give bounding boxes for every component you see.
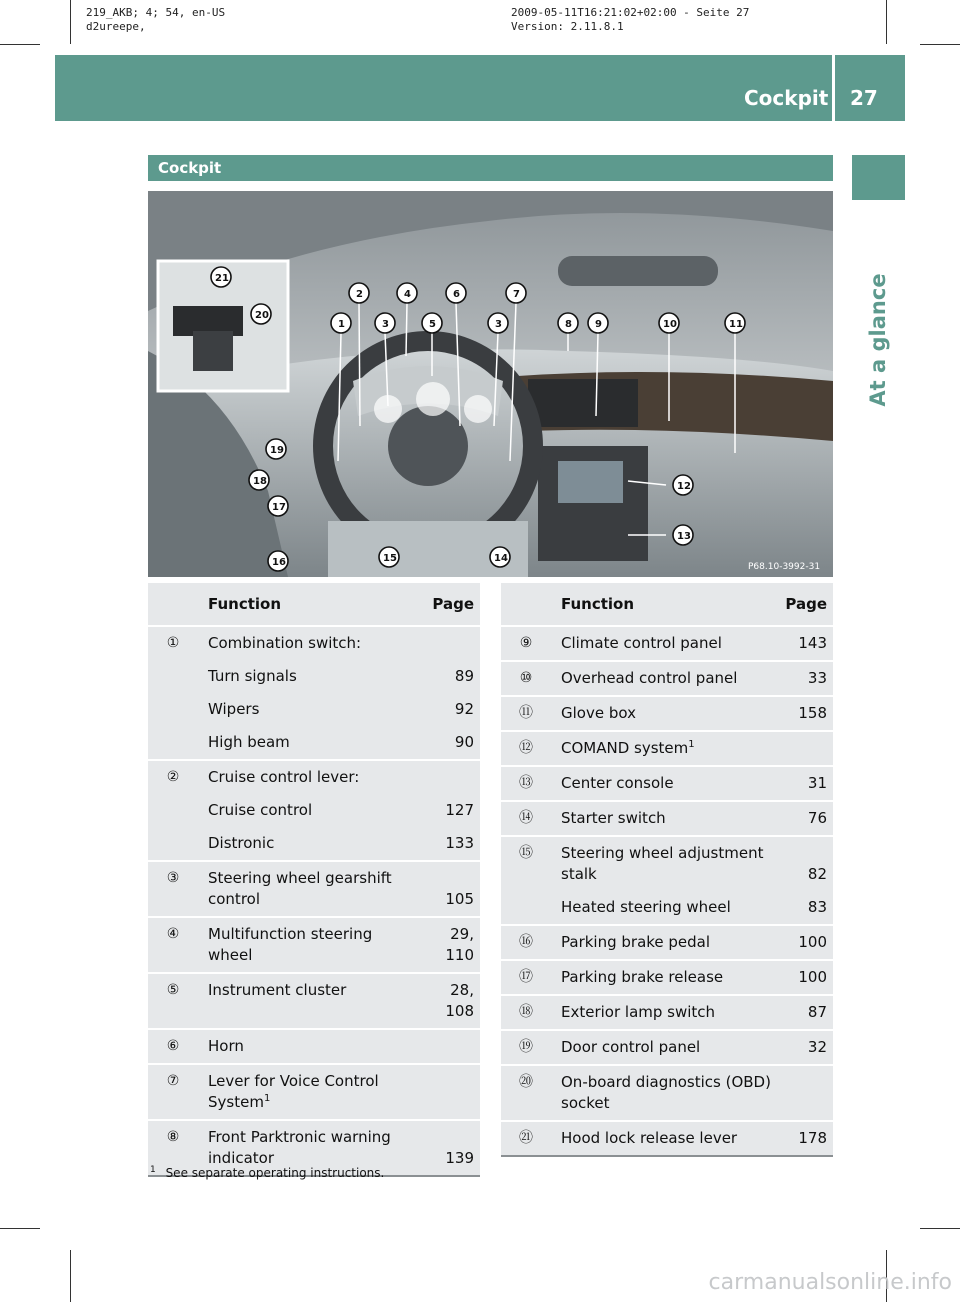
item-function-text: COMAND system [561, 739, 689, 757]
item-page: 100 [779, 925, 833, 960]
function-table-left [148, 583, 480, 1177]
item-page: 83 [779, 891, 833, 925]
table-row [148, 973, 480, 1029]
item-function: Front Parktronic warning indicator [198, 1120, 426, 1176]
item-number: ⑪ [501, 696, 551, 731]
item-number: ② [148, 760, 198, 861]
item-number: ⑯ [501, 925, 551, 960]
item-function: Center console [551, 766, 779, 801]
table-row [148, 1029, 480, 1064]
table-row [501, 696, 833, 731]
header-divider [832, 55, 835, 121]
item-page [426, 760, 480, 794]
print-meta-left [86, 6, 225, 34]
side-tab-label: At a glance [866, 273, 890, 407]
item-function: Overhead control panel [551, 661, 779, 696]
svg-text:17: 17 [272, 502, 286, 513]
item-page: 127 [426, 794, 480, 827]
column-header-function: Function [551, 583, 779, 626]
svg-text:19: 19 [270, 445, 284, 456]
svg-text:4: 4 [404, 289, 411, 300]
item-number: ⑤ [148, 973, 198, 1029]
item-number: ⑭ [501, 801, 551, 836]
footnote [150, 1166, 384, 1180]
footnote-mark: 1 [150, 1165, 156, 1175]
svg-text:18: 18 [253, 476, 267, 487]
item-number: ⑥ [148, 1029, 198, 1064]
crop-mark [70, 0, 71, 44]
cockpit-photo [148, 191, 833, 577]
item-number: ⑮ [501, 836, 551, 925]
item-function: Distronic [198, 827, 426, 861]
print-meta-text: d2ureepe, [86, 20, 146, 33]
svg-text:14: 14 [494, 553, 508, 564]
column-header-page: Page [426, 583, 480, 626]
item-page: 32 [779, 1030, 833, 1065]
item-page: 133 [426, 827, 480, 861]
table-row [501, 731, 833, 766]
header-title: Cockpit [744, 86, 829, 110]
item-number: ⑩ [501, 661, 551, 696]
item-number: ⑳ [501, 1065, 551, 1121]
table-row [501, 925, 833, 960]
table-row [501, 626, 833, 661]
svg-text:6: 6 [453, 289, 460, 300]
print-meta-text: 219_AKB; 4; 54, en-US [86, 6, 226, 19]
column-header-number [148, 583, 198, 626]
item-page: 87 [779, 995, 833, 1030]
table-subrow [148, 794, 480, 827]
item-number: ① [148, 626, 198, 760]
item-number: ⑨ [501, 626, 551, 661]
footnote-ref: 1 [263, 1093, 271, 1104]
item-number: ③ [148, 861, 198, 917]
item-number: ㉑ [501, 1121, 551, 1156]
item-page [779, 731, 833, 766]
column-header-page: Page [779, 583, 833, 626]
item-function: Turn signals [198, 660, 426, 693]
item-number: ⑦ [148, 1064, 198, 1120]
crop-mark [0, 1228, 40, 1229]
item-page: 92 [426, 693, 480, 726]
svg-text:5: 5 [429, 319, 436, 330]
table-subrow [148, 693, 480, 726]
item-function: Glove box [551, 696, 779, 731]
item-page [426, 626, 480, 660]
table-row [501, 1121, 833, 1156]
crop-mark [920, 1228, 960, 1229]
svg-text:13: 13 [677, 531, 691, 542]
print-meta-right [511, 6, 749, 34]
table-subrow [501, 891, 833, 925]
svg-text:20: 20 [255, 310, 269, 321]
item-function: High beam [198, 726, 426, 760]
item-number: ⑬ [501, 766, 551, 801]
item-function: Wipers [198, 693, 426, 726]
svg-text:10: 10 [663, 319, 677, 330]
svg-text:15: 15 [383, 553, 397, 564]
item-number: ⑫ [501, 731, 551, 766]
item-page: 139 [426, 1120, 480, 1176]
item-function: Instrument cluster [198, 973, 426, 1029]
item-page: 143 [779, 626, 833, 661]
print-meta-text: Version: 2.11.8.1 [511, 20, 624, 33]
item-page: 100 [779, 960, 833, 995]
svg-text:12: 12 [677, 481, 691, 492]
watermark: carmanualsonline.info [708, 1270, 952, 1295]
svg-text:16: 16 [272, 557, 286, 568]
svg-text:3: 3 [495, 319, 502, 330]
table-row [148, 1064, 480, 1120]
crop-mark [886, 0, 887, 44]
item-number: ④ [148, 917, 198, 973]
table-row [148, 861, 480, 917]
item-function: Cruise control lever: [198, 760, 426, 794]
item-function: Steering wheel adjustment stalk [551, 836, 779, 891]
item-page: 90 [426, 726, 480, 760]
table-row [501, 1030, 833, 1065]
footnote-ref: 1 [688, 739, 695, 750]
item-page: 158 [779, 696, 833, 731]
column-header-function: Function [198, 583, 426, 626]
item-function: Exterior lamp switch [551, 995, 779, 1030]
item-number: ⑲ [501, 1030, 551, 1065]
table-row [501, 995, 833, 1030]
function-table-right [501, 583, 833, 1157]
table-row [501, 1065, 833, 1121]
item-function: Parking brake pedal [551, 925, 779, 960]
table-row [501, 836, 833, 891]
item-function [198, 1064, 426, 1120]
item-function: Door control panel [551, 1030, 779, 1065]
item-function-text: Lever for Voice Control System [208, 1072, 379, 1111]
item-function: Heated steering wheel [551, 891, 779, 925]
table-row [501, 766, 833, 801]
item-function: Climate control panel [551, 626, 779, 661]
table-subrow [148, 827, 480, 861]
item-page: 82 [779, 836, 833, 891]
crop-mark [920, 44, 960, 45]
item-function: Starter switch [551, 801, 779, 836]
item-number: ⑰ [501, 960, 551, 995]
svg-text:3: 3 [382, 319, 389, 330]
svg-text:7: 7 [513, 289, 520, 300]
item-function: Parking brake release [551, 960, 779, 995]
table-subrow [148, 726, 480, 760]
svg-text:11: 11 [729, 319, 743, 330]
svg-text:2: 2 [356, 289, 363, 300]
section-title: Cockpit [158, 159, 222, 177]
page-number: 27 [850, 86, 878, 110]
svg-text:9: 9 [595, 319, 602, 330]
item-number: ⑧ [148, 1120, 198, 1176]
item-page: 76 [779, 801, 833, 836]
item-page: 89 [426, 660, 480, 693]
item-page [426, 1029, 480, 1064]
footnote-text: See separate operating instructions. [165, 1166, 385, 1180]
item-page: 29, 110 [426, 917, 480, 973]
crop-mark [0, 44, 40, 45]
table-row [501, 661, 833, 696]
item-page: 33 [779, 661, 833, 696]
item-page: 178 [779, 1121, 833, 1156]
item-page: 28, 108 [426, 973, 480, 1029]
side-tab-block [852, 155, 905, 200]
table-row [148, 626, 480, 660]
item-page: 31 [779, 766, 833, 801]
svg-text:1: 1 [338, 319, 345, 330]
item-page [426, 1064, 480, 1120]
item-function: Hood lock release lever [551, 1121, 779, 1156]
item-function: Steering wheel gearshift control [198, 861, 426, 917]
table-subrow [148, 660, 480, 693]
column-header-number [501, 583, 551, 626]
table-row [148, 917, 480, 973]
item-function: Cruise control [198, 794, 426, 827]
item-function: Horn [198, 1029, 426, 1064]
item-number: ⑱ [501, 995, 551, 1030]
table-row [501, 801, 833, 836]
item-function: On-board diagnostics (OBD) socket [551, 1065, 779, 1121]
item-page: 105 [426, 861, 480, 917]
item-page [779, 1065, 833, 1121]
print-meta-text: 2009-05-11T16:21:02+02:00 - Seite 27 [511, 6, 750, 19]
item-function [551, 731, 779, 766]
section-bar [148, 155, 833, 181]
photo-code: P68.10-3992-31 [748, 562, 821, 572]
crop-mark [70, 1250, 71, 1302]
item-function: Multifunction steering wheel [198, 917, 426, 973]
svg-text:8: 8 [565, 319, 572, 330]
item-function: Combination switch: [198, 626, 426, 660]
table-row [501, 960, 833, 995]
table-row [148, 760, 480, 794]
svg-text:21: 21 [215, 273, 229, 284]
